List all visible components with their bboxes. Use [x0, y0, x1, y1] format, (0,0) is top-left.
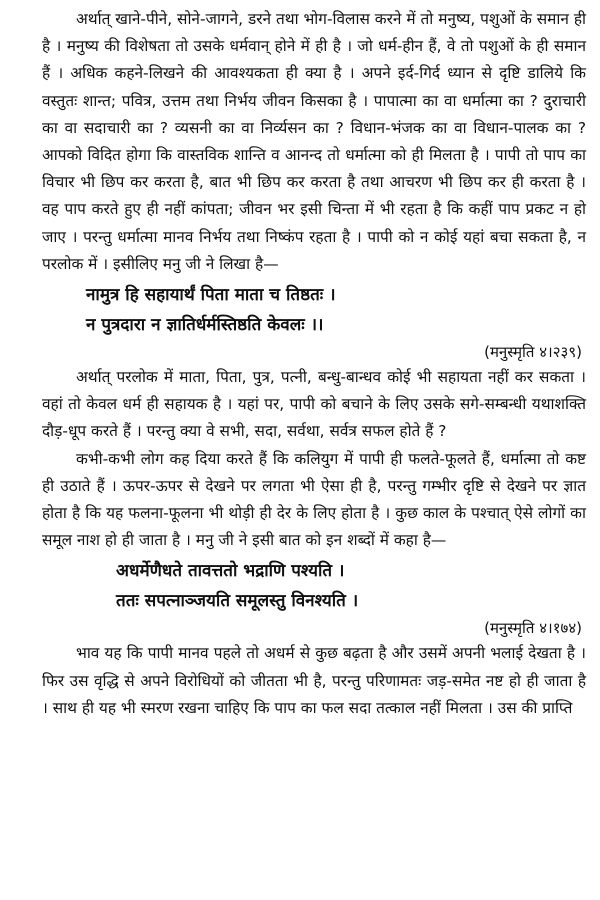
paragraph-2: अर्थात् परलोक में माता, पिता, पुत्र, पत्नी, बन्धु-बान्धव कोई भी सहायता नहीं कर सकता । वहां तो केवल धर्म ही सहायक है । यहां पर, पापी को बचाने के लिए उसके सगे-सम्बन्धी यथाशक्ति दौड़-धूप करते हैं । परन्तु क्या वे सभी, सदा, सर्वथा, सर्वत्र सफल होते हैं ?	[42, 368, 586, 441]
verse-line-2: न पुत्रदारा न ज्ञातिर्धर्मस्तिष्ठति केवलः ।।	[86, 315, 324, 336]
verse-manusmriti-4-174	[42, 556, 586, 586]
paragraph-3: कभी-कभी लोग कह दिया करते हैं कि कलियुग में पापी ही फलते-फूलते हैं, धर्मात्मा तो कष्ट ही उठाते हैं । ऊपर-ऊपर से देखने पर लगता भी ऐसा ही है, परन्तु गम्भीर दृष्टि से देखने पर ज्ञात होता है कि यह फलना-फूलना भी थोड़ी ही देर के लिए होता है । कुछ काल के पश्चात् ऐसे लोगों का समूल नाश हो ही जाता है । मनु जी ने इसी बात को इन शब्दों में कहा है—	[42, 449, 586, 550]
verse-line-1: अधर्मेणैधते तावत्ततो भद्राणि पश्यति ।	[116, 561, 345, 582]
paragraph-1: अर्थात् खाने-पीने, सोने-जागने, डरने तथा भोग-विलास करने में तो मनुष्य, पशुओं के समान ही है । मनुष्य की विशेषता तो उसके धर्मवान् होने में ही है । जो धर्म-हीन हैं, वे तो पशुओं के ही समान हैं । अधिक कहने-लिखने की आवश्यकता ही क्या है । अपने इर्द-गिर्द ध्यान से दृष्टि डालिये कि वस्तुतः शान्त; पवित्र, उत्तम तथा निर्भय जीवन किसका है । पापात्मा का वा धर्मात्मा का ? दुराचारी का वा सदाचारी का ? व्यसनी का वा निर्व्यसन का ? विधान-भंजक का वा विधान-पालक का ? आपको विदित होगा कि वास्तविक शान्ति व आनन्द तो धर्मात्मा को ही मिलता है । पापी तो पाप का विचार भी छिप कर करता है, बात भी छिप कर करता है तथा आचरण भी छिप कर ही करता है । वह पाप करते हुए ही नहीं कांपता; जीवन भर इसी चिन्ता में भी रहता है कि कहीं पाप प्रकट न हो जाए । परन्तु धर्मात्मा मानव निर्भय तथा निष्कंप रहता है । पापी को न कोई यहां बचा सकता है, न परलोक में । इसीलिए मनु जी ने लिखा है—	[42, 10, 586, 273]
paragraph-4: भाव यह कि पापी मानव पहले तो अधर्म से कुछ बढ़ता है और उसमें अपनी भलाई देखता है । फिर उस वृद्धि से अपने विरोधियों को जीतता भी है, परन्तु परिणामतः जड़-समेत नष्ट हो ही जाता है । साथ ही यह भी स्मरण रखना चाहिए कि पाप का फल सदा तत्काल नहीं मिलता । उस की प्राप्ति	[42, 644, 586, 717]
verse-manusmriti-4-174-line2	[42, 586, 586, 616]
verse-line-1: नामुत्र हि सहायार्थं पिता माता च तिष्ठतः ।	[86, 285, 336, 306]
verse-manusmriti-4-239-line2	[42, 310, 586, 340]
verse-manusmriti-4-239	[42, 280, 586, 310]
citation-1: (मनुस्मृति ४।२३९)	[484, 343, 582, 362]
verse-line-2: ततः सपत्नाञ्जयति समूलस्तु विनश्यति ।	[116, 591, 359, 612]
citation-2: (मनुस्मृति ४।१७४)	[484, 619, 582, 638]
